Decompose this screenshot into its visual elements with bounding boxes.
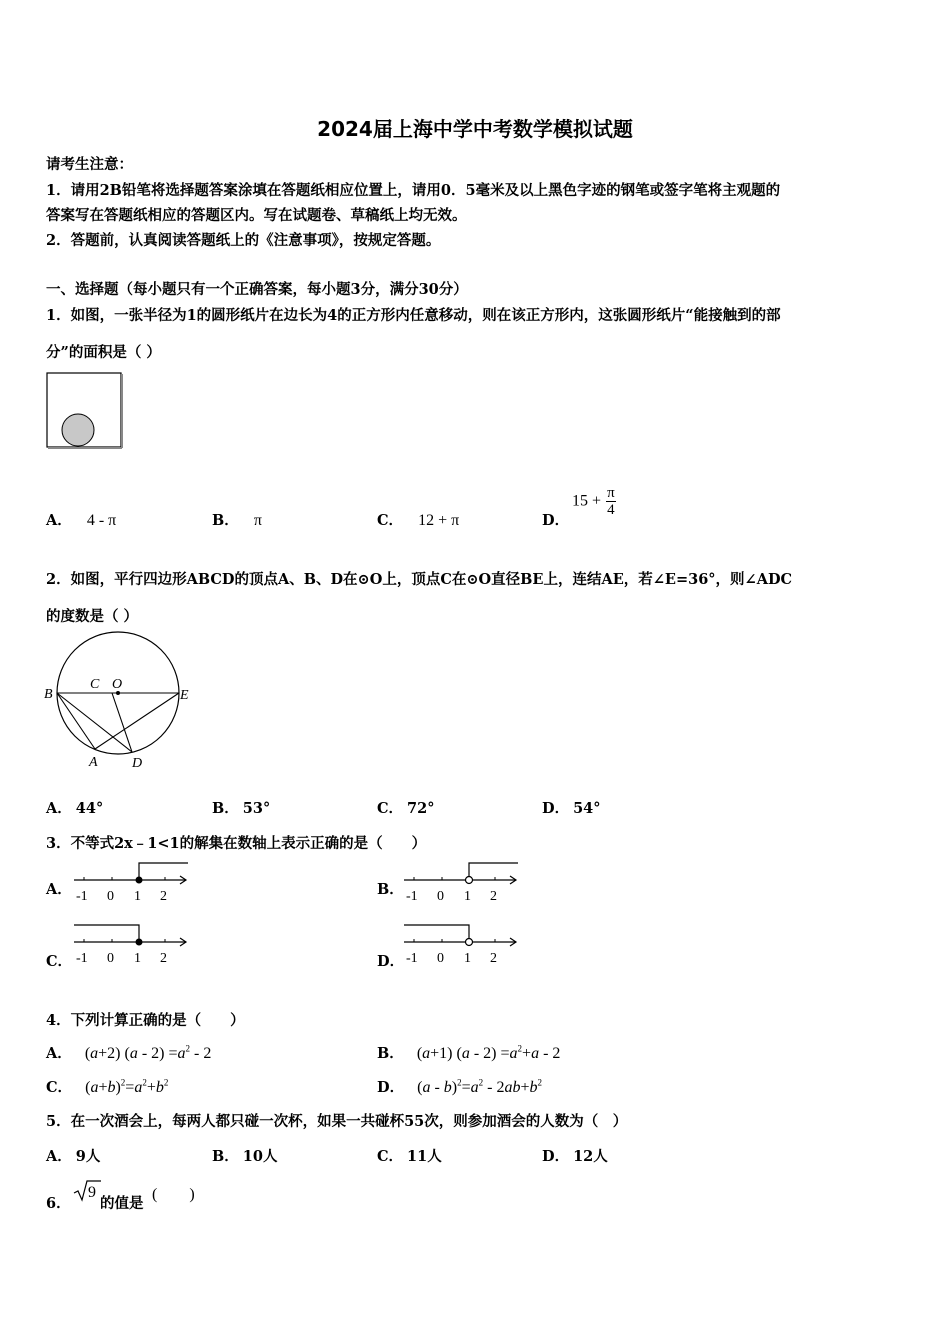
q5-option-d[interactable]: D． 12人: [542, 1148, 608, 1165]
sqrt-symbol: [72, 1178, 102, 1204]
q2-option-a[interactable]: A． 44°: [46, 800, 104, 817]
q4-option-b-expression: (a+1) $(a - 2) =a^2+a - 2$: [416, 1043, 561, 1062]
q4-option-d[interactable]: D． $(a - b)^2=a^2 - 2ab+b^2$: [377, 1077, 543, 1096]
line-ba: [57, 693, 95, 749]
notice-heading: 请考生注意：: [46, 156, 133, 173]
svg-text:1: 1: [464, 889, 471, 904]
svg-text:-1: -1: [406, 951, 418, 966]
page-title: 2024届上海中学中考数学模拟试题: [317, 117, 633, 141]
q3-option-b-label[interactable]: B．: [377, 881, 404, 898]
q2-option-b[interactable]: B． 53°: [212, 800, 271, 817]
q3-option-b-numberline[interactable]: [400, 858, 524, 906]
svg-text:2: 2: [490, 951, 497, 966]
q3-option-a-label[interactable]: A．: [46, 881, 72, 898]
notice-line-3: 2．答题前，认真阅读答题纸上的《注意事项》，按规定答题。: [46, 232, 441, 249]
svg-text:-1: -1: [76, 951, 88, 966]
q4-option-a[interactable]: A． (a+2) $(a - 2) =a^2 - 2$: [46, 1043, 212, 1062]
q4-option-d-expression: $(a - b)^2=a^2 - 2ab+b^2$: [417, 1077, 543, 1096]
q2-option-d[interactable]: D． 54°: [542, 800, 601, 817]
q3-option-d-numberline[interactable]: [400, 920, 524, 968]
q3-option-a-numberline[interactable]: [70, 858, 194, 906]
q5-option-b[interactable]: B． 10人: [212, 1148, 278, 1165]
q2-option-c[interactable]: C． 72°: [377, 800, 435, 817]
q3-option-c-label[interactable]: C．: [46, 953, 73, 970]
q1-stem-line-2: 分”的面积是（ ）: [46, 344, 161, 361]
q1-option-d-expression: 15 + $\frac{\pi}{4}$: [572, 485, 615, 518]
q1-option-a[interactable]: A． 4 - π: [46, 512, 117, 529]
q5-option-c[interactable]: C． 11人: [377, 1148, 442, 1165]
q4-option-a-expression: (a+2) $(a - 2) =a^2 - 2$: [84, 1043, 212, 1062]
label-o: O: [112, 677, 123, 692]
q2-stem-line-1: 2．如图，平行四边形ABCD的顶点A、B、D在⊙O上，顶点C在⊙O直径BE上，连结AE，若∠E=36°，则∠ADC: [46, 571, 793, 588]
q1-figure: [44, 370, 134, 452]
q6-suffix: 的值是: [100, 1195, 144, 1212]
q4-option-c-expression: $(a+b)^2=a^2+b^2$: [85, 1077, 169, 1096]
q4-option-b[interactable]: B． (a+1) $(a - 2) =a^2+a - 2$: [377, 1043, 561, 1062]
q5-stem: 5．在一次酒会上，每两人都只碰一次杯，如果一共碰杯55次，则参加酒会的人数为（ ）: [46, 1113, 628, 1130]
svg-text:1: 1: [464, 951, 471, 966]
q1-stem-line-1: 1．如图，一张半径为1的圆形纸片在边长为4的正方形内任意移动，则在该正方形内，这张圆形纸片“能接触到的部: [46, 307, 781, 324]
q6-number: 6．: [46, 1195, 71, 1212]
svg-text:0: 0: [107, 889, 114, 904]
label-e: E: [180, 688, 189, 703]
q2-figure: [40, 628, 200, 774]
svg-text:9: 9: [88, 1184, 96, 1201]
svg-text:0: 0: [437, 889, 444, 904]
fraction: $\frac{\pi}{4}$: [607, 485, 615, 518]
section-heading: 一、选择题（每小题只有一个正确答案，每小题3分，满分30分）: [46, 281, 468, 298]
q5-option-a[interactable]: A． 9人: [46, 1148, 101, 1165]
svg-text:0: 0: [437, 951, 444, 966]
svg-text:1: 1: [134, 951, 141, 966]
q3-stem: 3．不等式2x﹣1<1的解集在数轴上表示正确的是（ ）: [46, 835, 427, 852]
label-c: C: [90, 677, 100, 692]
line-bd: [57, 693, 132, 752]
q3-option-c-numberline[interactable]: [70, 920, 194, 968]
q1-option-c[interactable]: C． 12 + π: [377, 512, 460, 529]
svg-text:2: 2: [490, 889, 497, 904]
svg-text:-1: -1: [76, 889, 88, 904]
line-ae: [95, 693, 179, 749]
line-dc: [112, 693, 132, 752]
q3-option-d-label[interactable]: D．: [377, 953, 405, 970]
q2-stem-line-2: 的度数是（ ）: [46, 608, 139, 625]
q4-option-c[interactable]: C． $(a+b)^2=a^2+b^2$: [46, 1077, 169, 1096]
svg-text:2: 2: [160, 951, 167, 966]
q1-option-b[interactable]: B． π: [212, 512, 262, 529]
svg-text:-1: -1: [406, 889, 418, 904]
svg-text:2: 2: [160, 889, 167, 904]
svg-text:1: 1: [134, 889, 141, 904]
label-d: D: [132, 756, 143, 771]
paper-circle-shape: [62, 414, 94, 446]
notice-line-2: 答案写在答题纸相应的答题区内。写在试题卷、草稿纸上均无效。: [46, 207, 467, 224]
label-b: B: [44, 687, 53, 702]
notice-line-1: 1．请用2B铅笔将选择题答案涂填在答题纸相应位置上，请用0．5毫米及以上黑色字迹的钢笔或签字笔将主观题的: [46, 182, 781, 199]
q6-paren: ( ): [152, 1186, 195, 1203]
q4-stem: 4．下列计算正确的是（ ）: [46, 1012, 245, 1029]
label-a: A: [89, 755, 98, 770]
q1-option-d[interactable]: D．: [542, 512, 570, 529]
svg-text:0: 0: [107, 951, 114, 966]
